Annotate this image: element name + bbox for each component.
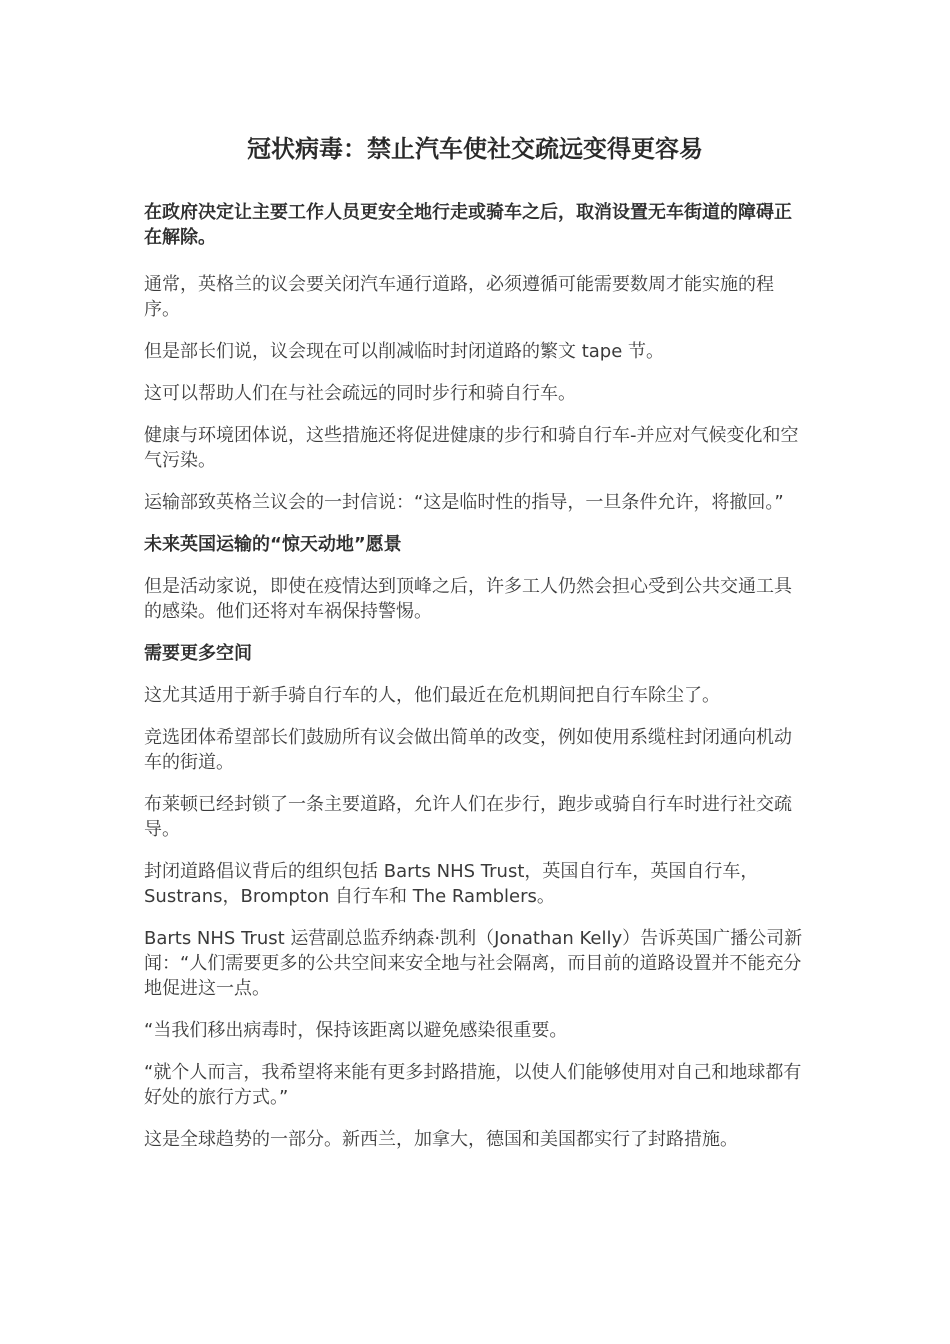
paragraph: 但是活动家说，即使在疫情达到顶峰之后，许多工人仍然会担心受到公共交通工具的感染。他们还将对车祸保持警惕。	[144, 576, 792, 622]
article-lead: 在政府决定让主要工作人员更安全地行走或骑车之后，取消设置无车街道的障碍正在解除。	[144, 202, 792, 248]
paragraph: “就个人而言，我希望将来能有更多封路措施，以使人们能够使用对自己和地球都有好处的旅行方式。”	[144, 1062, 802, 1108]
paragraph: Barts NHS Trust 运营副总监乔纳森·凯利（Jonathan Kelly）告诉英国广播公司新闻：“人们需要更多的公共空间来安全地与社会隔离，而目前的道路设置并不能充分地促进这一点。	[144, 928, 803, 999]
paragraph: 布莱顿已经封锁了一条主要道路，允许人们在步行，跑步或骑自行车时进行社交疏导。	[144, 794, 792, 840]
paragraph: 这尤其适用于新手骑自行车的人，他们最近在危机期间把自行车除尘了。	[144, 685, 720, 706]
paragraph: 运输部致英格兰议会的一封信说：“这是临时性的指导，一旦条件允许，将撤回。”	[144, 492, 784, 513]
paragraph: “当我们移出病毒时，保持该距离以避免感染很重要。	[144, 1020, 568, 1041]
section-heading: 未来英国运输的“惊天动地”愿景	[144, 534, 402, 555]
article-title: 冠状病毒：禁止汽车使社交疏远变得更容易	[247, 135, 703, 163]
paragraph: 这可以帮助人们在与社会疏远的同时步行和骑自行车。	[144, 383, 576, 404]
paragraph: 这是全球趋势的一部分。新西兰，加拿大，德国和美国都实行了封路措施。	[144, 1129, 738, 1150]
paragraph: 但是部长们说，议会现在可以削减临时封闭道路的繁文 tape 节。	[144, 341, 665, 362]
article-body	[144, 200, 806, 1152]
section-heading: 需要更多空间	[144, 643, 252, 664]
paragraph: 竞选团体希望部长们鼓励所有议会做出简单的改变，例如使用系缆柱封闭通向机动车的街道。	[144, 727, 792, 773]
paragraph: 通常，英格兰的议会要关闭汽车通行道路，必须遵循可能需要数周才能实施的程序。	[144, 274, 774, 320]
paragraph: 健康与环境团体说，这些措施还将促进健康的步行和骑自行车-并应对气候变化和空气污染。	[144, 425, 799, 471]
paragraph: 封闭道路倡议背后的组织包括 Barts NHS Trust，英国自行车，英国自行车，Sustrans，Brompton 自行车和 The Ramblers。	[144, 861, 759, 907]
